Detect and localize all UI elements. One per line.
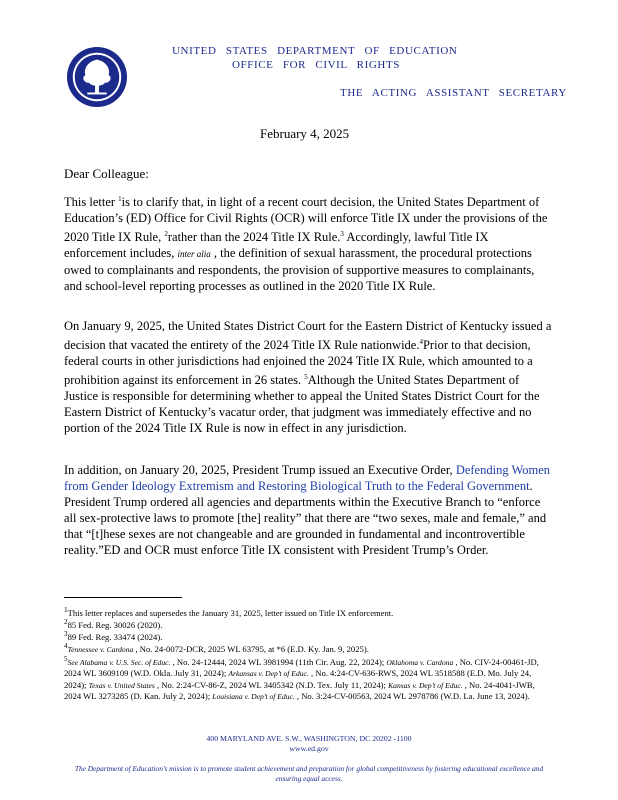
office-name: OFFICE FOR CIVIL RIGHTS (232, 59, 400, 71)
footnote-ref-2[interactable]: 2 (164, 230, 168, 239)
inter-alia: inter alia (177, 249, 211, 260)
footnote-3: $^3$89 Fed. Reg. 33474 (2024). (64, 630, 163, 642)
paragraph-1: This letter $^1$is to clarify that, in light of a recent court decision, the United States Department of Education’s (ED) Office for Civil Rights (OCR) will enforce Title IX under the provisions of the 2020 Title IX Rule, $^2$rather than the 2024 Title IX Rule.$^3$ Accordingly, lawful Title IX enforcement includes, inter alia , the definition of sexual harassment, the procedural protections owed to complainants and respondents, the provision of supportive measures to complainants, and school-level reporting processes as outlined in the 2020 Title IX Rule. (64, 195, 548, 294)
footnote-4: $^4$Tennessee v. Cardona , No. 24-0072-DCR, 2025 WL 63795, at *6 (E.D. Ky. Jan. 9, 2025). (64, 642, 369, 654)
mission-statement: The Department of Education’s mission is to promote student achievement and preparation for global competitiveness by fostering educational excellence and ensuring equal access. (74, 764, 544, 783)
website-link[interactable]: www.ed.gov (289, 744, 329, 753)
department-seal-logo (66, 46, 128, 108)
footnote-ref-1[interactable]: 1 (118, 195, 122, 203)
footnote-1: $^1$This letter replaces and supersedes the January 31, 2025, letter issued on Title IX enforcement. (64, 606, 394, 618)
footnote-ref-3[interactable]: 3 (340, 230, 344, 239)
footnote-divider (64, 597, 182, 598)
footnote-ref-5[interactable]: 5 (304, 373, 308, 382)
department-name: UNITED STATES DEPARTMENT OF EDUCATION (172, 45, 458, 57)
paragraph-3: In addition, on January 20, 2025, President Trump issued an Executive Order, Defending Women from Gender Ideology Extremism and Restoring Biological Truth to the Federal Government. President Trump ordered all agencies and departments within the Executive Branch to “enforce all sex-protective laws to promote [the] reality” that there are “two sexes, male and female,” and that “[t]hese sexes are not changeable and are grounded in fundamental and incontrovertible reality.”ED and OCR must enforce Title IX consistent with President Trump’s Order. (64, 463, 551, 557)
salutation: Dear Colleague: (64, 166, 149, 181)
office-address: 400 MARYLAND AVE. S.W., WASHINGTON, DC 20202 -1100 (206, 734, 412, 743)
footnote-ref-4[interactable]: 4 (419, 338, 423, 346)
footnote-2: $^2$85 Fed. Reg. 30026 (2020). (64, 618, 163, 630)
paragraph-2: On January 9, 2025, the United States District Court for the Eastern District of Kentucky issued a decision that vacated the entirety of the 2024 Title IX Rule nationwide.$^4$Prior to that decision, federal courts in other jurisdictions had enjoined the 2024 Title IX Rule, which amounted to a prohibition against its enforcement in 26 states. $^5$Although the United States Department of Justice is responsible for determining whether to appeal the United States District Court for the Eastern District of Kentucky’s vacatur order, that judgment was immediately effective and no portion of the 2024 Title IX Rule is now in effect in any jurisdiction. (64, 319, 552, 436)
sender-title: THE ACTING ASSISTANT SECRETARY (340, 87, 567, 99)
footnote-5: $^5$See Alabama v. U.S. Sec. of Educ. , No. 24-12444, 2024 WL 3981994 (11th Cir. Aug. 22, 2024); Oklahoma v. Cardona , No. CIV-24-00461-JD, 2024 WL 3609109 (W.D. Okla. July 31, 2024); Arkansas v. Dep’t of Educ. , No. 4:24-CV-636-RWS, 2024 WL 3518588 (E.D. Mo. July 24, 2024); Texas v. United States , No. 2:24-CV-86-Z, 2024 WL 3405342 (N.D. Tex. July 11, 2024); Kansas v. Dep’t of Educ. , No. 24-4041-JWB, 2024 WL 3273285 (D. Kan. July 2, 2024); Louisiana v. Dep’t of Educ. , No. 3:24-CV-00563, 2024 WL 2978786 (W.D. La. June 13, 2024). (64, 655, 539, 702)
executive-order-link[interactable]: Defending Women from Gender Ideology Extremism and Restoring Biological Truth to the Federal Government (64, 463, 551, 493)
letter-date: February 4, 2025 (260, 126, 350, 141)
